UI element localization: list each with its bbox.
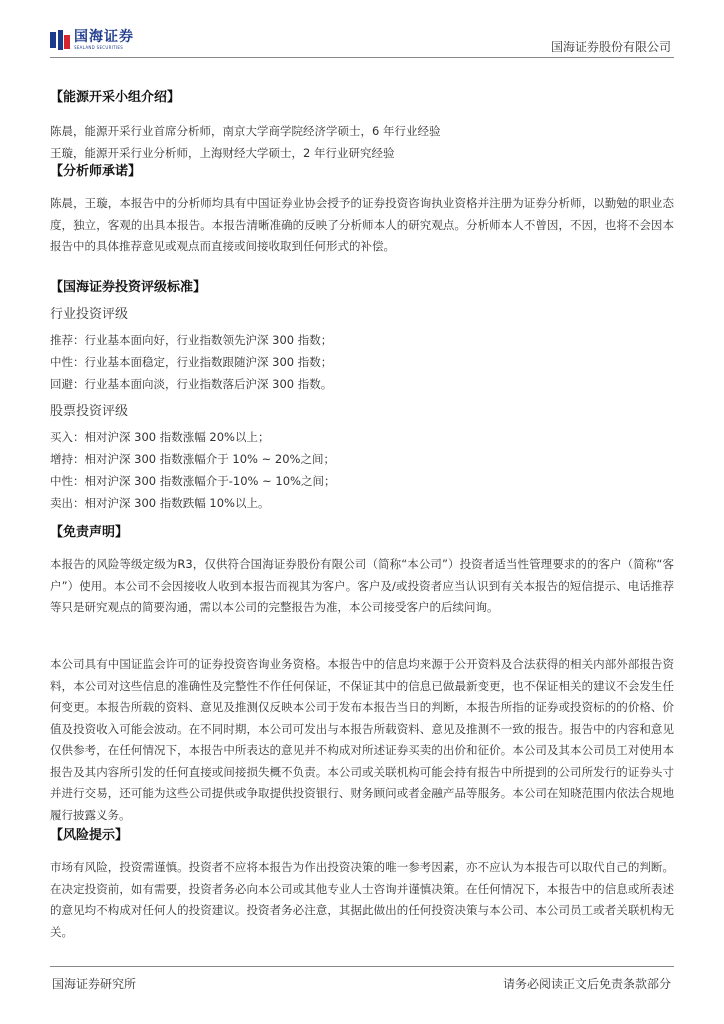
commitment-body [50, 193, 674, 258]
team-member-1: 陈晨，能源开采行业首席分析师，南京大学商学院经济学硕士，6 年行业经验 [50, 124, 441, 138]
team-section [50, 86, 674, 105]
disclaimer-heading: 【免责声明】 [50, 525, 129, 540]
risk-section [50, 824, 674, 843]
industry-rating [50, 303, 674, 322]
disclaimer-paragraph-1: 本报告的风险等级定级为R3，仅供符合国海证券股份有限公司（简称“本公司”）投资者适当性管理要求的的客户（简称“客户”）使用。本公司不会因接收人收到本报告而视其为客户。客户及/或投资者应当认识到有关本报告的短信提示、电话推荐等只是研究观点的简要沟通，需以本公司的完整报告为准，本公司接受客户的后续问询。 [50, 557, 674, 614]
commitment-section [50, 160, 674, 179]
rating-section [50, 276, 674, 295]
disclaimer-section [50, 521, 674, 540]
page-header [0, 0, 724, 58]
logo-name-cn: 国海证券 [74, 29, 134, 45]
risk-text: 市场有风险，投资需谨慎。投资者不应将本报告为作出投资决策的唯一参考因素，亦不应认为本报告可以取代自己的判断。在决定投资前，如有需要，投资者务必向本公司或其他专业人士咨询并谨慎决策。在任何情况下，本报告中的信息或所表述的意见均不构成对任何人的投资建议。投资者务必注意，其据此做出的任何投资决策与本公司、本公司员工或者关联机构无关。 [50, 860, 674, 939]
stock-rating [50, 400, 674, 419]
stock-rating-title: 股票投资评级 [50, 404, 129, 419]
logo-mark-icon [50, 30, 70, 50]
footer-institute: 国海证券研究所 [52, 977, 137, 991]
industry-rating-item: 推荐：行业基本面向好，行业指数领先沪深 300 指数； [50, 333, 333, 347]
team-member-2: 王璇，能源开采行业分析师，上海财经大学硕士，2 年行业研究经验 [50, 146, 395, 160]
rating-heading: 【国海证券投资评级标准】 [50, 280, 207, 295]
footer-divider [50, 966, 674, 967]
company-logo [50, 30, 134, 50]
disclaimer-body-2 [50, 654, 674, 826]
team-heading: 【能源开采小组介绍】 [50, 90, 181, 105]
industry-rating-list [50, 329, 674, 395]
stock-rating-item: 买入：相对沪深 300 指数涨幅 20%以上； [50, 430, 270, 444]
stock-rating-item: 卖出：相对沪深 300 指数跌幅 10%以上。 [50, 496, 270, 510]
stock-rating-list [50, 426, 674, 514]
logo-name-en: SEALAND SECURITIES [74, 45, 124, 50]
header-company-name: 国海证券股份有限公司 [550, 40, 671, 54]
industry-rating-item: 中性：行业基本面稳定，行业指数跟随沪深 300 指数； [50, 355, 333, 369]
header-divider [50, 57, 674, 58]
stock-rating-item: 中性：相对沪深 300 指数涨幅介于-10% ~ 10%之间； [50, 474, 336, 488]
stock-rating-item: 增持：相对沪深 300 指数涨幅介于 10% ~ 20%之间； [50, 452, 335, 466]
risk-body [50, 857, 674, 943]
commitment-text: 陈晨，王璇，本报告中的分析师均具有中国证券业协会授予的证券投资咨询执业资格并注册为证券分析师，以勤勉的职业态度，独立，客观的出具本报告。本报告清晰准确的反映了分析师本人的研究观点。分析师本人不曾因，不因，也将不会因本报告中的具体推荐意见或观点而直接或间接收取到任何形式的补偿。 [50, 196, 674, 253]
team-members [50, 120, 674, 164]
disclaimer-body-1 [50, 554, 674, 619]
risk-heading: 【风险提示】 [50, 828, 129, 843]
footer-disclaimer-note: 请务必阅读正文后免责条款部分 [502, 977, 671, 991]
commitment-heading: 【分析师承诺】 [50, 164, 142, 179]
industry-rating-title: 行业投资评级 [50, 307, 129, 322]
industry-rating-item: 回避：行业基本面向淡，行业指数落后沪深 300 指数。 [50, 377, 333, 391]
disclaimer-paragraph-2: 本公司具有中国证监会许可的证券投资咨询业务资格。本报告中的信息均来源于公开资料及合法获得的相关内部外部报告资料，本公司对这些信息的准确性及完整性不作任何保证，不保证其中的信息已做最新变更，也不保证相关的建议不会发生任何变更。本报告所载的资料、意见及推测仅反映本公司于发布本报告当日的判断，本报告所指的证券或投资标的的价格、价值及投资收入可能会波动。在不同时期，本公司可发出与本报告所载资料、意见及推测不一致的报告。报告中的内容和意见仅供参考，在任何情况下，本报告中所表达的意见并不构成对所述证券买卖的出价和征价。本公司及其本公司员工对使用本报告及其内容所引发的任何直接或间接损失概不负责。本公司或关联机构可能会持有报告中所提到的公司所发行的证券头寸并进行交易，还可能为这些公司提供或争取提供投资银行、财务顾问或者金融产品等服务。本公司在知晓范围内依法合规地履行披露义务。 [50, 657, 674, 822]
